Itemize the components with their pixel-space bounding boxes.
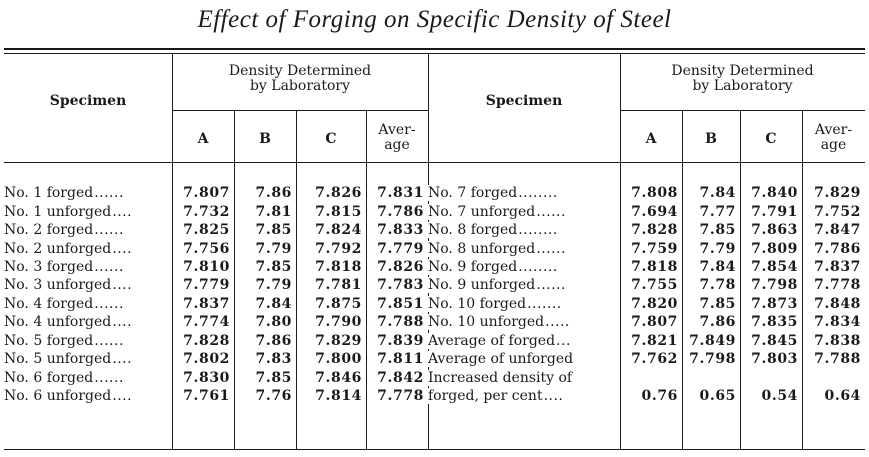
value-a: 7.828	[631, 222, 678, 239]
value-a: 0.76	[641, 388, 678, 405]
table-row	[4, 350, 865, 368]
leader-dots: ....	[112, 351, 133, 368]
col-b-header-left: B	[259, 131, 271, 147]
value-average: 7.783	[377, 277, 424, 294]
density-group-header-right	[620, 64, 865, 94]
specimen-cell	[4, 295, 172, 313]
specimen-label: Average of forged	[428, 332, 556, 349]
col-c-header-right: C	[765, 131, 777, 147]
value-average: 7.842	[377, 369, 424, 386]
value-c: 7.791	[751, 203, 798, 220]
value-average	[802, 368, 865, 386]
leader-dots: ......	[536, 203, 566, 220]
specimen-label: No. 1 forged	[4, 185, 94, 202]
specimen-label: No. 5 unforged	[4, 351, 112, 368]
group-underline-right	[620, 110, 865, 111]
value-c: 7.798	[751, 277, 798, 294]
leader-dots: ...	[556, 332, 571, 349]
group-underline-left	[172, 110, 428, 111]
value-b: 7.79	[255, 277, 292, 294]
specimen-cell	[4, 276, 172, 294]
table-row	[4, 368, 865, 386]
specimen-label: No. 10 forged	[428, 295, 527, 312]
value-b: 7.81	[255, 203, 292, 220]
value-average: 7.752	[814, 203, 861, 220]
col-avg-line2: age	[384, 137, 410, 153]
value-average: 7.848	[814, 295, 861, 312]
specimen-cell	[428, 332, 620, 350]
specimen-cell	[428, 258, 620, 276]
specimen-cell	[428, 313, 620, 331]
table-row	[4, 295, 865, 313]
header-bottom-rule	[4, 162, 865, 163]
specimen-cell	[428, 221, 620, 239]
table-row	[4, 313, 865, 331]
col-a-header-right: A	[645, 131, 657, 147]
value-average: 7.838	[814, 332, 861, 349]
value-b: 7.85	[699, 222, 736, 239]
specimen-label: No. 9 forged	[428, 258, 518, 275]
value-b: 7.83	[255, 351, 292, 368]
table-row	[4, 202, 865, 220]
value-b: 7.80	[255, 314, 292, 331]
value-average: 7.788	[377, 314, 424, 331]
specimen-cell	[4, 221, 172, 239]
value-c	[740, 368, 802, 386]
value-c: 7.863	[751, 222, 798, 239]
value-c: 7.800	[315, 351, 362, 368]
value-c: 7.875	[315, 295, 362, 312]
value-b: 0.65	[699, 388, 736, 405]
value-c: 7.824	[315, 222, 362, 239]
specimen-label: No. 4 forged	[4, 295, 94, 312]
value-a: 7.808	[631, 185, 678, 202]
leader-dots: ........	[518, 258, 558, 275]
value-b: 7.79	[699, 240, 736, 257]
specimen-label: Increased density of	[428, 369, 573, 386]
table-row	[4, 387, 865, 405]
leader-dots: ......	[536, 277, 566, 294]
specimen-cell	[4, 387, 172, 405]
value-c: 7.781	[315, 277, 362, 294]
value-c: 7.818	[315, 258, 362, 275]
table-row	[4, 221, 865, 239]
leader-dots: ....	[112, 203, 133, 220]
value-b: 7.85	[255, 222, 292, 239]
value-a: 7.755	[631, 277, 678, 294]
col-avg-header-right	[802, 123, 865, 153]
value-c: 7.792	[315, 240, 362, 257]
col-a-header-left: A	[197, 131, 209, 147]
col-avg-header-left	[366, 123, 428, 153]
specimen-label: No. 5 forged	[4, 332, 94, 349]
value-b: 7.85	[699, 295, 736, 312]
leader-dots: .......	[527, 295, 562, 312]
value-a: 7.825	[183, 222, 230, 239]
value-b: 7.849	[689, 332, 736, 349]
specimen-cell	[4, 202, 172, 220]
density-group-line2: by Laboratory	[249, 78, 351, 94]
specimen-label: No. 2 unforged	[4, 240, 112, 257]
value-c: 7.840	[751, 185, 798, 202]
specimen-cell	[4, 332, 172, 350]
value-a: 7.774	[183, 314, 230, 331]
specimen-label: No. 8 forged	[428, 222, 518, 239]
specimen-cell	[4, 313, 172, 331]
value-b: 7.84	[699, 258, 736, 275]
value-average: 7.788	[814, 351, 861, 368]
value-a: 7.779	[183, 277, 230, 294]
value-b: 7.77	[699, 203, 736, 220]
value-average: 7.778	[814, 277, 861, 294]
table-row	[4, 239, 865, 257]
specimen-label: No. 9 unforged	[428, 277, 536, 294]
leader-dots: ....	[543, 388, 564, 405]
value-average: 7.837	[814, 258, 861, 275]
specimen-label: No. 6 unforged	[4, 388, 112, 405]
leader-dots: ......	[94, 369, 124, 386]
value-c: 7.829	[315, 332, 362, 349]
value-a: 7.756	[183, 240, 230, 257]
table-row	[4, 258, 865, 276]
value-a: 7.828	[183, 332, 230, 349]
value-c: 7.815	[315, 203, 362, 220]
specimen-cell	[4, 258, 172, 276]
density-group-line1: Density Determined	[671, 63, 814, 79]
specimen-label: forged, per cent	[428, 388, 543, 405]
specimen-cell	[4, 368, 172, 386]
value-average: 0.64	[824, 388, 861, 405]
leader-dots: .....	[545, 314, 570, 331]
value-b: 7.86	[255, 332, 292, 349]
value-average: 7.833	[377, 222, 424, 239]
value-c: 7.826	[315, 185, 362, 202]
density-table-body	[4, 184, 865, 405]
leader-dots: ........	[518, 222, 558, 239]
value-b: 7.78	[699, 277, 736, 294]
specimen-label: No. 3 forged	[4, 258, 94, 275]
value-b: 7.85	[255, 258, 292, 275]
value-c: 7.845	[751, 332, 798, 349]
specimen-cell	[4, 350, 172, 368]
value-a: 7.810	[183, 258, 230, 275]
specimen-label: No. 8 unforged	[428, 240, 536, 257]
specimen-label: No. 3 unforged	[4, 277, 112, 294]
specimen-cell	[428, 202, 620, 220]
value-a: 7.821	[631, 332, 678, 349]
value-a: 7.807	[631, 314, 678, 331]
specimen-cell	[428, 276, 620, 294]
specimen-label: No. 7 forged	[428, 185, 518, 202]
value-b: 7.84	[255, 295, 292, 312]
specimen-label: No. 1 unforged	[4, 203, 112, 220]
value-a: 7.818	[631, 258, 678, 275]
value-c: 7.803	[751, 351, 798, 368]
value-c: 7.873	[751, 295, 798, 312]
value-average: 7.786	[814, 240, 861, 257]
value-a: 7.762	[631, 351, 678, 368]
leader-dots: ......	[94, 332, 124, 349]
value-c: 0.54	[761, 388, 798, 405]
value-average: 7.826	[377, 258, 424, 275]
value-average: 7.851	[377, 295, 424, 312]
value-b: 7.798	[689, 351, 736, 368]
value-a: 7.761	[183, 388, 230, 405]
specimen-cell	[428, 368, 620, 386]
value-b: 7.76	[255, 388, 292, 405]
specimen-label: No. 2 forged	[4, 222, 94, 239]
leader-dots: ....	[112, 277, 133, 294]
specimen-label: No. 6 forged	[4, 369, 94, 386]
leader-dots: ......	[536, 240, 566, 257]
value-average: 7.831	[377, 185, 424, 202]
specimen-cell	[428, 350, 620, 368]
value-a: 7.802	[183, 351, 230, 368]
value-a: 7.732	[183, 203, 230, 220]
specimen-label: Average of unforged	[428, 351, 574, 368]
value-c: 7.846	[315, 369, 362, 386]
value-a: 7.820	[631, 295, 678, 312]
density-group-line2: by Laboratory	[692, 78, 793, 94]
leader-dots: ....	[112, 388, 133, 405]
col-avg-line1: Aver-	[378, 122, 416, 138]
leader-dots: ......	[94, 295, 124, 312]
value-average: 7.847	[814, 222, 861, 239]
table-title: Effect of Forging on Specific Density of Steel	[197, 6, 672, 33]
value-average: 7.834	[814, 314, 861, 331]
value-average: 7.829	[814, 185, 861, 202]
specimen-label: No. 10 unforged	[428, 314, 545, 331]
value-a: 7.694	[631, 203, 678, 220]
value-average: 7.839	[377, 332, 424, 349]
specimen-label: No. 4 unforged	[4, 314, 112, 331]
value-b: 7.86	[699, 314, 736, 331]
table-row	[4, 276, 865, 294]
specimen-cell	[428, 295, 620, 313]
leader-dots: ......	[94, 258, 124, 275]
value-a: 7.837	[183, 295, 230, 312]
top-rule-thin	[4, 53, 865, 54]
leader-dots: ....	[112, 240, 133, 257]
value-b: 7.79	[255, 240, 292, 257]
value-a: 7.807	[183, 185, 230, 202]
specimen-cell	[428, 387, 620, 405]
col-b-header-right: B	[705, 131, 717, 147]
specimen-label: No. 7 unforged	[428, 203, 536, 220]
specimen-cell	[4, 184, 172, 202]
leader-dots: ....	[112, 314, 133, 331]
value-b: 7.85	[255, 369, 292, 386]
value-average: 7.786	[377, 203, 424, 220]
leader-dots: ........	[518, 185, 558, 202]
table-row	[4, 184, 865, 202]
density-group-line1: Density Determined	[228, 63, 372, 79]
specimen-cell	[428, 184, 620, 202]
value-a	[620, 368, 682, 386]
leader-dots: ......	[94, 222, 124, 239]
col-c-header-left: C	[325, 131, 337, 147]
specimen-cell	[428, 239, 620, 257]
leader-dots: ......	[94, 185, 124, 202]
value-c: 7.854	[751, 258, 798, 275]
col-avg-line2: age	[820, 137, 847, 153]
value-b: 7.84	[699, 185, 736, 202]
value-b	[682, 368, 740, 386]
bottom-rule	[4, 449, 865, 450]
density-group-header-left	[172, 64, 428, 94]
value-average: 7.779	[377, 240, 424, 257]
value-average: 7.778	[377, 388, 424, 405]
specimen-cell	[4, 239, 172, 257]
value-average: 7.811	[377, 351, 424, 368]
value-c: 7.809	[751, 240, 798, 257]
col-avg-line1: Aver-	[814, 122, 853, 138]
value-c: 7.814	[315, 388, 362, 405]
table-row	[4, 332, 865, 350]
value-c: 7.835	[751, 314, 798, 331]
specimen-header-left: Specimen	[49, 93, 127, 109]
value-a: 7.759	[631, 240, 678, 257]
value-c: 7.790	[315, 314, 362, 331]
value-a: 7.830	[183, 369, 230, 386]
value-b: 7.86	[255, 185, 292, 202]
top-rule-thick	[4, 48, 865, 50]
specimen-header-right: Specimen	[485, 93, 563, 109]
